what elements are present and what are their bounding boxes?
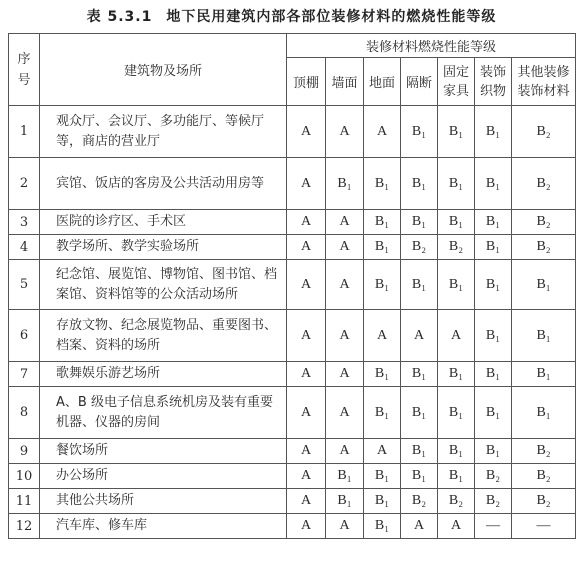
row-seq: 1 xyxy=(9,106,40,158)
header-furniture-line1: 固定 xyxy=(442,64,469,80)
grade-floor: B₁ xyxy=(364,489,401,514)
grade-fabric: B₁ xyxy=(475,158,512,210)
table-row xyxy=(9,387,576,439)
grade-partition: B₂ xyxy=(401,235,438,260)
grade-other: B₂ xyxy=(512,210,576,235)
grade-other: B₁ xyxy=(512,260,576,310)
table-caption: 地下民用建筑内部各部位装修材料的燃烧性能等级 xyxy=(166,9,497,25)
grade-ceiling: A xyxy=(287,387,326,439)
grade-furniture: B₁ xyxy=(438,387,475,439)
grade-ceiling: A xyxy=(287,489,326,514)
header-ceiling: 顶棚 xyxy=(287,58,326,106)
header-other-line1: 其他装修 xyxy=(517,64,570,80)
header-other-materials xyxy=(512,58,576,106)
grade-ceiling: A xyxy=(287,210,326,235)
row-place: 纪念馆、展览馆、博物馆、图书馆、档案馆、资料馆等的公众活动场所 xyxy=(40,260,287,310)
row-place: 办公场所 xyxy=(40,464,287,489)
grade-other: B₂ xyxy=(512,464,576,489)
grade-other: B₂ xyxy=(512,158,576,210)
row-seq: 12 xyxy=(9,514,40,539)
table-row xyxy=(9,310,576,362)
grade-furniture: B₁ xyxy=(438,158,475,210)
header-fabric-line1: 装饰 xyxy=(479,64,506,80)
grade-fabric: B₁ xyxy=(475,210,512,235)
grade-partition: B₁ xyxy=(401,464,438,489)
row-place: 存放文物、纪念展览物品、重要图书、档案、资料的场所 xyxy=(40,310,287,362)
grade-fabric: B₁ xyxy=(475,362,512,387)
grade-furniture: B₂ xyxy=(438,235,475,260)
row-seq: 9 xyxy=(9,439,40,464)
grade-fabric: B₁ xyxy=(475,387,512,439)
table-row xyxy=(9,235,576,260)
table-row xyxy=(9,489,576,514)
row-place: 餐饮场所 xyxy=(40,439,287,464)
grade-partition: B₁ xyxy=(401,362,438,387)
header-fabric-line2: 织物 xyxy=(479,83,506,99)
row-place: 宾馆、饭店的客房及公共活动用房等 xyxy=(40,158,287,210)
header-fixed-furniture xyxy=(438,58,475,106)
header-seq-line2: 号 xyxy=(17,72,31,88)
grade-partition: B₁ xyxy=(401,439,438,464)
header-floor: 地面 xyxy=(364,58,401,106)
grade-floor: B₁ xyxy=(364,464,401,489)
grade-other: B₂ xyxy=(512,106,576,158)
table-row xyxy=(9,362,576,387)
grade-floor: B₁ xyxy=(364,362,401,387)
grade-other: B₂ xyxy=(512,489,576,514)
grade-ceiling: A xyxy=(287,158,326,210)
grade-furniture: A xyxy=(438,514,475,539)
grade-partition: B₁ xyxy=(401,106,438,158)
table-row xyxy=(9,158,576,210)
grade-partition: A xyxy=(401,310,438,362)
row-seq: 4 xyxy=(9,235,40,260)
row-seq: 2 xyxy=(9,158,40,210)
row-seq: 3 xyxy=(9,210,40,235)
header-wall: 墙面 xyxy=(326,58,364,106)
grade-wall: A xyxy=(326,387,364,439)
fire-rating-table xyxy=(8,33,576,539)
grade-ceiling: A xyxy=(287,235,326,260)
table-row xyxy=(9,210,576,235)
table-row xyxy=(9,514,576,539)
header-partition: 隔断 xyxy=(401,58,438,106)
header-furniture-line2: 家具 xyxy=(442,83,469,99)
grade-floor: A xyxy=(364,310,401,362)
grade-wall: A xyxy=(326,235,364,260)
table-row xyxy=(9,439,576,464)
grade-furniture: A xyxy=(438,310,475,362)
grade-fabric: B₂ xyxy=(475,489,512,514)
grade-wall: A xyxy=(326,106,364,158)
grade-ceiling: A xyxy=(287,106,326,158)
grade-fabric: B₁ xyxy=(475,260,512,310)
grade-ceiling: A xyxy=(287,439,326,464)
grade-ceiling: A xyxy=(287,260,326,310)
grade-other: B₂ xyxy=(512,235,576,260)
grade-wall: A xyxy=(326,514,364,539)
grade-fabric: B₁ xyxy=(475,310,512,362)
grade-fabric: B₂ xyxy=(475,464,512,489)
row-place: 观众厅、会议厅、多功能厅、等候厅等，商店的营业厅 xyxy=(40,106,287,158)
grade-wall: A xyxy=(326,310,364,362)
grade-fabric: B₁ xyxy=(475,106,512,158)
header-material-group: 装修材料燃烧性能等级 xyxy=(287,34,576,58)
grade-ceiling: A xyxy=(287,362,326,387)
grade-other: B₂ xyxy=(512,439,576,464)
grade-wall: A xyxy=(326,210,364,235)
header-other-line2: 装饰材料 xyxy=(517,83,570,99)
grade-furniture: B₁ xyxy=(438,464,475,489)
header-seq-line1: 序 xyxy=(17,51,31,67)
row-place: A、B 级电子信息系统机房及装有重要机器、仪器的房间 xyxy=(40,387,287,439)
row-seq: 5 xyxy=(9,260,40,310)
grade-furniture: B₁ xyxy=(438,210,475,235)
grade-floor: B₁ xyxy=(364,387,401,439)
grade-fabric: B₁ xyxy=(475,235,512,260)
grade-furniture: B₁ xyxy=(438,439,475,464)
grade-floor: B₁ xyxy=(364,260,401,310)
row-place: 其他公共场所 xyxy=(40,489,287,514)
grade-partition: B₁ xyxy=(401,387,438,439)
grade-partition: B₁ xyxy=(401,158,438,210)
grade-fabric: — xyxy=(475,514,512,539)
table-row xyxy=(9,106,576,158)
grade-other: B₁ xyxy=(512,362,576,387)
grade-furniture: B₁ xyxy=(438,362,475,387)
table-number: 表 5.3.1 xyxy=(86,9,153,25)
grade-floor: A xyxy=(364,439,401,464)
grade-floor: B₁ xyxy=(364,210,401,235)
row-place: 歌舞娱乐游艺场所 xyxy=(40,362,287,387)
row-seq: 10 xyxy=(9,464,40,489)
grade-other: B₁ xyxy=(512,310,576,362)
grade-furniture: B₁ xyxy=(438,106,475,158)
grade-ceiling: A xyxy=(287,514,326,539)
header-decorative-fabric xyxy=(475,58,512,106)
table-row xyxy=(9,464,576,489)
row-place: 医院的诊疗区、手术区 xyxy=(40,210,287,235)
grade-partition: A xyxy=(401,514,438,539)
grade-other: — xyxy=(512,514,576,539)
grade-ceiling: A xyxy=(287,464,326,489)
row-seq: 6 xyxy=(9,310,40,362)
grade-other: B₁ xyxy=(512,387,576,439)
header-place: 建筑物及场所 xyxy=(40,34,287,106)
grade-wall: B₁ xyxy=(326,464,364,489)
grade-wall: A xyxy=(326,362,364,387)
grade-partition: B₂ xyxy=(401,489,438,514)
grade-partition: B₁ xyxy=(401,260,438,310)
header-seq xyxy=(9,34,40,106)
grade-floor: B₁ xyxy=(364,514,401,539)
grade-wall: B₁ xyxy=(326,489,364,514)
grade-floor: A xyxy=(364,106,401,158)
row-place: 教学场所、教学实验场所 xyxy=(40,235,287,260)
grade-furniture: B₁ xyxy=(438,260,475,310)
grade-floor: B₁ xyxy=(364,235,401,260)
grade-furniture: B₂ xyxy=(438,489,475,514)
grade-wall: A xyxy=(326,260,364,310)
grade-wall: B₁ xyxy=(326,158,364,210)
row-seq: 11 xyxy=(9,489,40,514)
table-title xyxy=(0,6,583,26)
row-place: 汽车库、修车库 xyxy=(40,514,287,539)
grade-wall: A xyxy=(326,439,364,464)
grade-floor: B₁ xyxy=(364,158,401,210)
grade-partition: B₁ xyxy=(401,210,438,235)
grade-ceiling: A xyxy=(287,310,326,362)
row-seq: 7 xyxy=(9,362,40,387)
row-seq: 8 xyxy=(9,387,40,439)
table-row xyxy=(9,260,576,310)
grade-fabric: B₁ xyxy=(475,439,512,464)
